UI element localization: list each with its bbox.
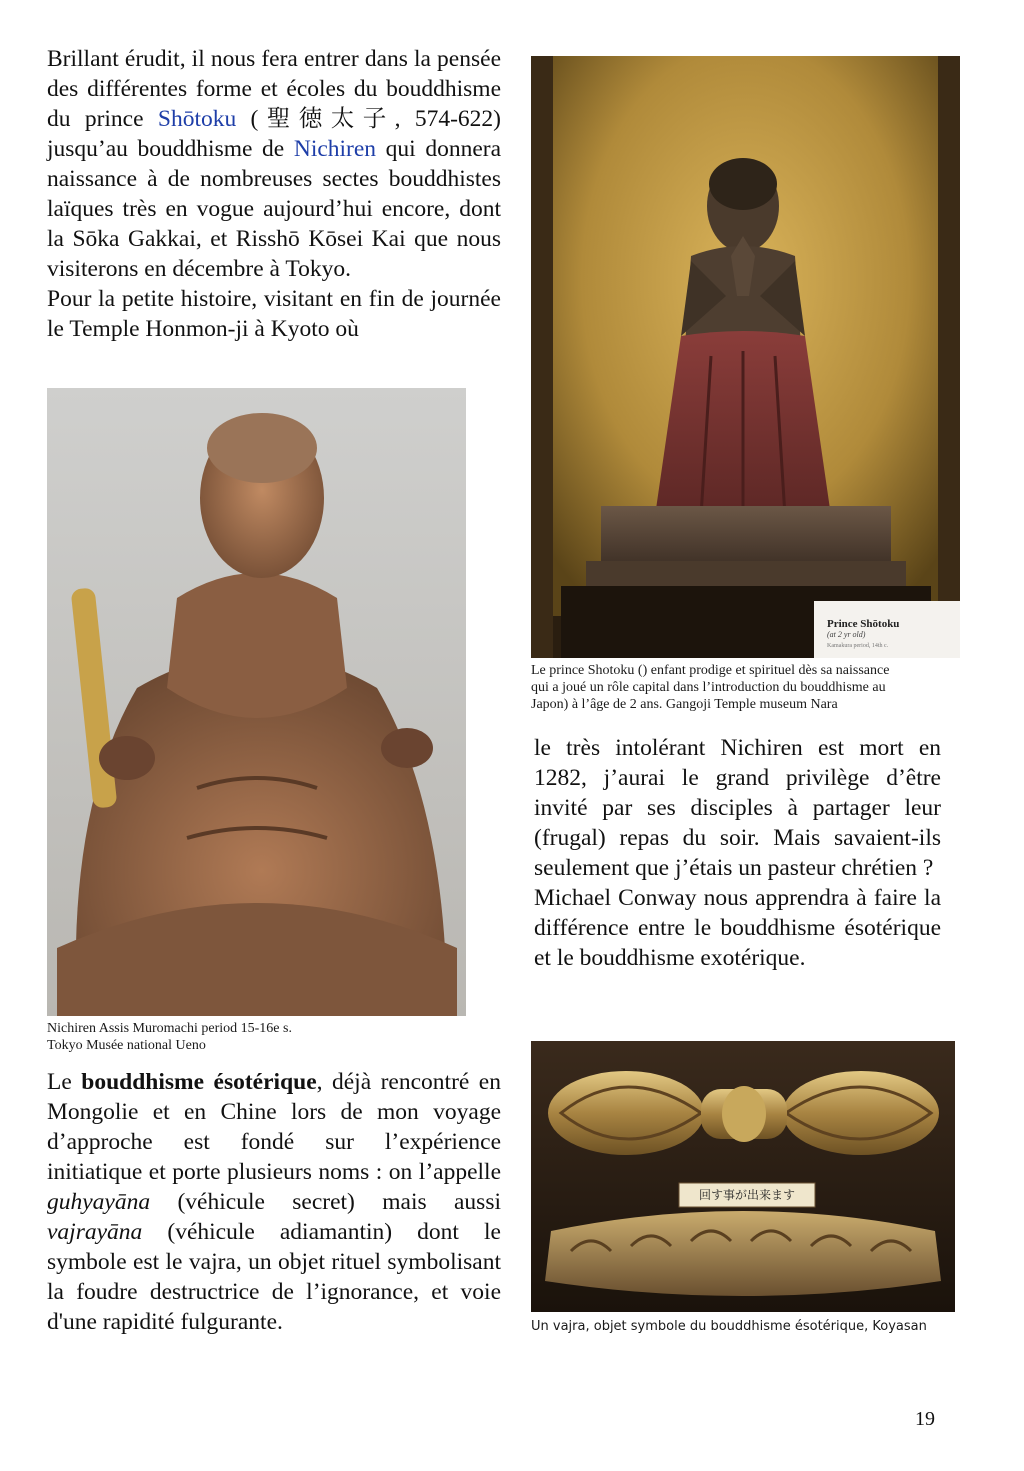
photo-vajra <box>531 1041 955 1312</box>
plaque-period: Kamakura period, 14th c. <box>827 643 889 649</box>
vajra-sign: 回す事が出来ます <box>698 1188 795 1202</box>
nichiren-statue-image <box>47 388 466 1016</box>
esoteric-text-block <box>47 1067 501 1337</box>
vajra-image <box>531 1041 955 1312</box>
paragraph-esoteric: Le bouddhisme ésotérique, déjà rencontré en Mongolie et en Chine lors de mon voyage d’approche est fondé sur l’expérience initiatique et porte plusieurs noms : on l’appelle guhyayāna (véhicule secret) mais aussi vajrayāna (véhicule adiamantin) dont le symbole est le vajra, un objet rituel symbolisant la foudre destructrice de l’ignorance, et voie d'une rapidité fulgurante. <box>47 1069 501 1335</box>
intro-text-block <box>47 44 501 344</box>
paragraph-intro: Brillant érudit, il nous fera entrer dans la pensée des différentes forme et écoles du bouddhisme du prince Shōtoku (聖徳太子, 574-622) jusqu’au bouddhisme de Nichiren qui donnera naissance à de nombreuses sectes bouddhistes laïques très en vogue aujourd’hui encore, dont la Sōka Gakkai, et Risshō Kōsei Kai que nous visiterons en décembre à Tokyo. <box>47 46 502 282</box>
caption-vajra: Un vajra, objet symbole du bouddhisme ésotérique, Koyasan <box>531 1319 927 1334</box>
link-shotoku[interactable]: Shōtoku <box>157 106 237 132</box>
caption-nichiren: Nichiren Assis Muromachi period 15-16e s. Tokyo Musée national Ueno <box>47 1021 292 1053</box>
prince-shotoku-statue-image <box>531 56 960 658</box>
caption-prince-shotoku: Le prince Shotoku () enfant prodige et spirituel dès sa naissance qui a joué un rôle capital dans l’introduction du bouddhisme au Japon) à l’âge de 2 ans. Gangoji Temple museum Nara <box>531 663 890 712</box>
continuation-text-block <box>534 733 941 973</box>
plaque-subtitle: (at 2 yr old) <box>827 630 866 639</box>
plaque-title: Prince Shōtoku <box>827 618 900 630</box>
link-nichiren[interactable]: Nichiren <box>293 136 377 162</box>
photo-nichiren <box>47 388 466 1016</box>
paragraph-continuation: le très intolérant Nichiren est mort en 1282, j’aurai le grand privilège d’être invité par ses disciples à partager leur (frugal) repas du soir. Mais savaient-ils seulement que j’étais un pasteur chrétien ? <box>534 735 941 881</box>
paragraph-anecdote: Pour la petite histoire, visitant en fin de journée le Temple Honmon-ji à Kyoto où <box>47 286 501 342</box>
photo-prince-shotoku <box>531 56 960 658</box>
paragraph-conway: Michael Conway nous apprendra à faire la différence entre le bouddhisme ésotérique et le bouddhisme exotérique. <box>534 885 941 971</box>
page-number: 19 <box>915 1408 935 1430</box>
museum-plaque <box>827 618 955 649</box>
